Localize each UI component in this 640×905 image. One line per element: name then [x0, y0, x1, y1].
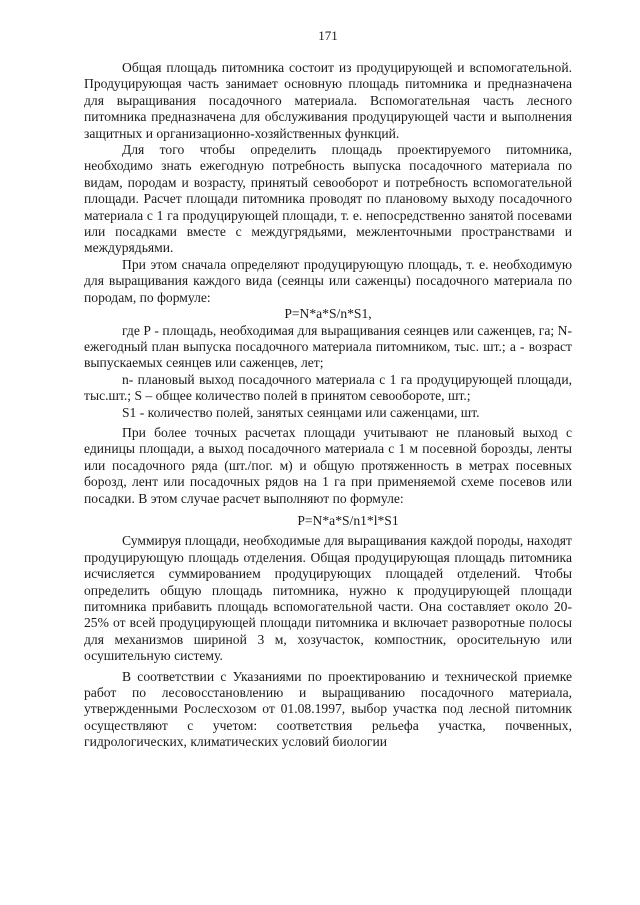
paragraph-precise-calculation: При более точных расчетах площади учитывают не плановый выход с единицы площади, а выход посадочного материала с 1 м посевной борозды, ленты или посадочного ряда (шт./пог. м) и общую протяженность в метрах посевных борозд, лент или посадочных рядов на 1 га при применяемой схеме посевов или посадки. В этом случае расчет выполняют по формуле: — [84, 424, 572, 506]
document-page — [84, 28, 572, 751]
paragraph-site-selection: В соответствии с Указаниями по проектированию и технической приемке работ по лесовосстановлению и выращиванию посадочного материала, утвержденными Рослесхозом от 01.08.1997, выбор участка под лесной питомник осуществляют с учетом: соответствия рельефа участка, почвенных, гидрологических, климатических условий биологии — [84, 668, 572, 750]
paragraph-total-area-summation: Суммируя площади, необходимые для выращивания каждой породы, находят продуцирующую площадь отделения. Общая продуцирующая площадь питомника исчисляется суммированием продуцирующих площадей отделений. Чтобы определить общую площадь питомника, нужно к продуцирующей площади питомника прибавить площадь вспомогательной части. Она составляет около 20-25% от всей продуцирующей площади питомника и включает разворотные полосы для механизмов шириной 3 м, хозучасток, компостник, оросительную или осушительную систему. — [84, 533, 572, 664]
paragraph-formula-legend-1: где Р - площадь, необходимая для выращивания сеянцев или саженцев, га; N- ежегодный план выпуска посадочного материала питомником, тыс. шт.; а - возраст выпускаемых сеянцев или саженцев, лет; — [84, 322, 572, 371]
page-number: 171 — [318, 28, 338, 43]
paragraph-nursery-area-composition: Общая площадь питомника состоит из продуцирующей и вспомогательной. Продуцирующая часть занимает основную площадь питомника и предназначена для выращивания посадочного материала. Вспомогательная часть лесного питомника предназначена для обслуживания продуцирующей части и выполнения защитных и организационно-хозяйственных функций. — [84, 60, 572, 141]
formula-precise-area: P=N*a*S/n1*l*S1 — [297, 512, 399, 528]
paragraph-formula-legend-2: n- плановый выход посадочного материала с 1 га продуцирующей площади, тыс.шт.; S – общее количество полей в принятом севообороте, шт.; — [84, 371, 572, 404]
paragraph-formula-legend-3: S1 - количество полей, занятых сеянцами или саженцами, шт. — [122, 404, 480, 420]
paragraph-area-determination: Для того чтобы определить площадь проектируемого питомника, необходимо знать ежегодную потребность выпуска посадочного материала по видам, породам и возрасту, принятый севооборот и потребность вспомогательной площади. Расчет площади питомника проводят по плановому выходу посадочного материала с 1 га продуцирующей площади, т. е. непосредственно занятой посевами или посадками вместе с междугрядьями, межленточными пространствами и междурядьями. — [84, 142, 572, 256]
formula-productive-area: P=N*a*S/n*S1, — [284, 306, 372, 322]
paragraph-productive-area-formula-intro: При этом сначала определяют продуцирующую площадь, т. е. необходимую для выращивания каждого вида (сеянцы или саженцы) посадочного материала по породам, по формуле: — [84, 256, 572, 305]
